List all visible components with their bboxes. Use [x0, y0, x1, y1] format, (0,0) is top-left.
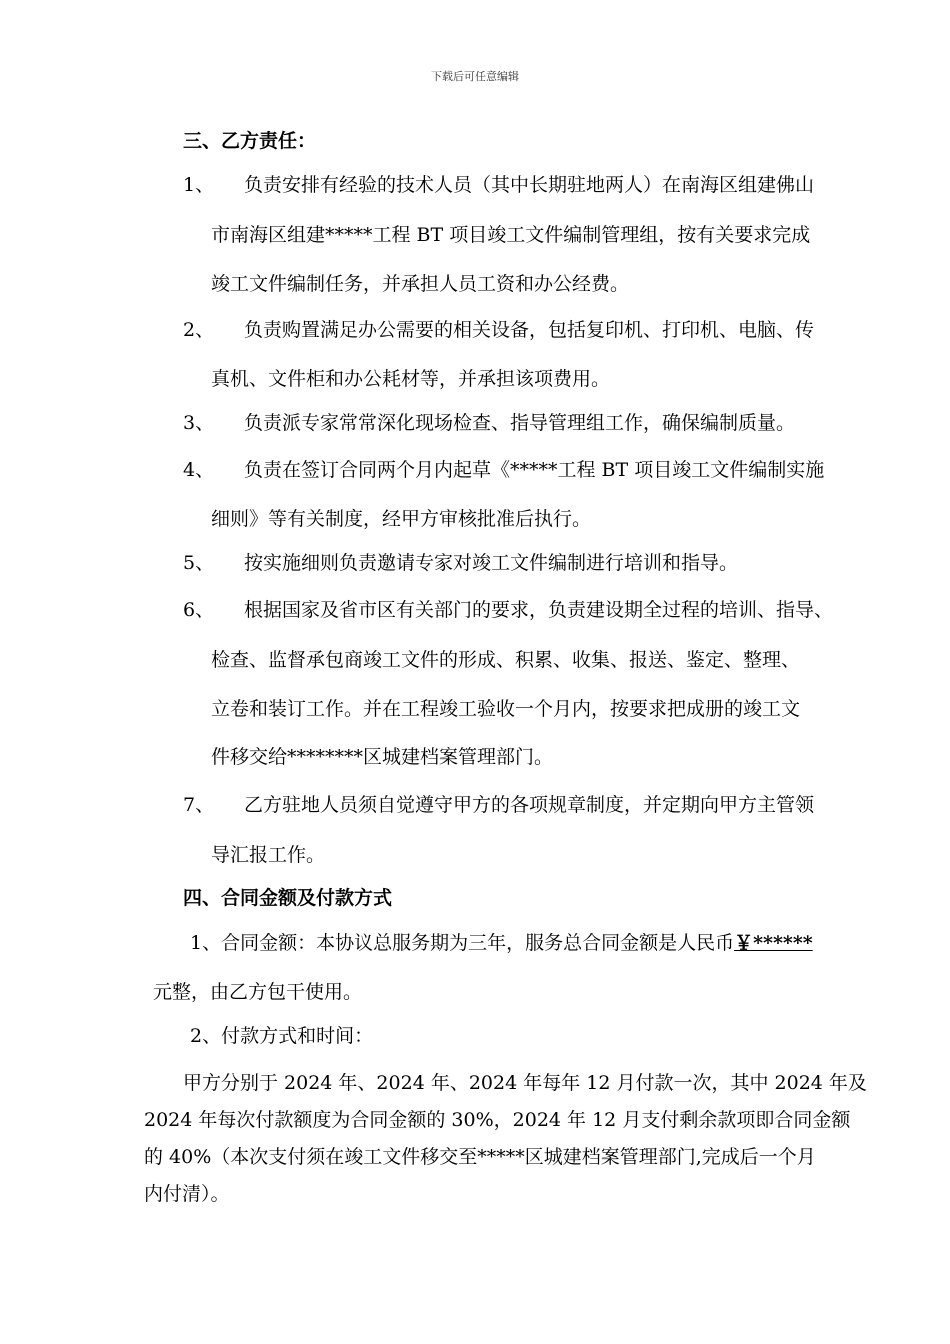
section4-title: 四、合同金额及付款方式 — [183, 887, 393, 909]
item-line: 负责购置满足办公需要的相关设备，包括复印机、打印机、电脑、传 — [244, 319, 815, 341]
item-line: 检查、监督承包商竣工文件的形成、积累、收集、报送、鉴定、整理、 — [211, 649, 801, 671]
payment-line: 甲方分别于 2024 年、2024 年、2024 年每年 12 月付款一次，其中 2024 年及 — [183, 1072, 867, 1094]
item-number: 2、 — [183, 319, 215, 341]
contract-amount-paragraph — [190, 928, 813, 955]
contract-amount-text: 1、合同金额：本协议总服务期为三年，服务总合同金额是人民币 — [190, 932, 735, 954]
item-line: 竣工文件编制任务，并承担人员工资和办公经费。 — [211, 273, 630, 295]
item-line: 导汇报工作。 — [211, 844, 326, 866]
item-line: 立卷和装订工作。并在工程竣工验收一个月内，按要求把成册的竣工文 — [211, 698, 801, 720]
item-line: 乙方驻地人员须自觉遵守甲方的各项规章制度，并定期向甲方主管领 — [244, 794, 815, 816]
item-line: 根据国家及省市区有关部门的要求，负责建设期全过程的培训、指导、 — [244, 599, 834, 621]
payment-line: 内付清）。 — [144, 1183, 230, 1205]
item-line: 负责安排有经验的技术人员（其中长期驻地两人）在南海区组建佛山 — [244, 174, 815, 196]
contract-amount-continuation: 元整，由乙方包干使用。 — [153, 981, 363, 1003]
payment-line: 2024 年每次付款额度为合同金额的 30%，2024 年 12 月支付剩余款项即合同金额 — [144, 1109, 851, 1131]
item-line: 负责在签订合同两个月内起草《*****工程 BT 项目竣工文件编制实施 — [244, 459, 825, 481]
item-line: 按实施细则负责邀请专家对竣工文件编制进行培训和指导。 — [244, 552, 739, 574]
payment-line: 的 40%（本次支付须在竣工文件移交至*****区城建档案管理部门,完成后一个月 — [144, 1146, 816, 1168]
item-number: 4、 — [183, 459, 215, 481]
item-line: 负责派专家常常深化现场检查、指导管理组工作，确保编制质量。 — [244, 412, 796, 434]
item-line: 细则》等有关制度，经甲方审核批准后执行。 — [211, 508, 592, 530]
item-line: 市南海区组建*****工程 BT 项目竣工文件编制管理组，按有关要求完成 — [211, 224, 811, 246]
section3-title: 三、乙方责任： — [183, 130, 317, 152]
item-number: 5、 — [183, 552, 215, 574]
payment-method-heading: 2、付款方式和时间： — [190, 1025, 374, 1047]
item-number: 7、 — [183, 794, 215, 816]
item-number: 6、 — [183, 599, 215, 621]
item-line: 件移交给********区城建档案管理部门。 — [211, 746, 554, 768]
item-number: 1、 — [183, 174, 215, 196]
item-number: 3、 — [183, 412, 215, 434]
page-header: 下载后可任意编辑 — [431, 70, 519, 83]
item-line: 真机、文件柜和办公耗材等，并承担该项费用。 — [211, 368, 611, 390]
contract-amount-value: ￥****** — [734, 932, 813, 954]
